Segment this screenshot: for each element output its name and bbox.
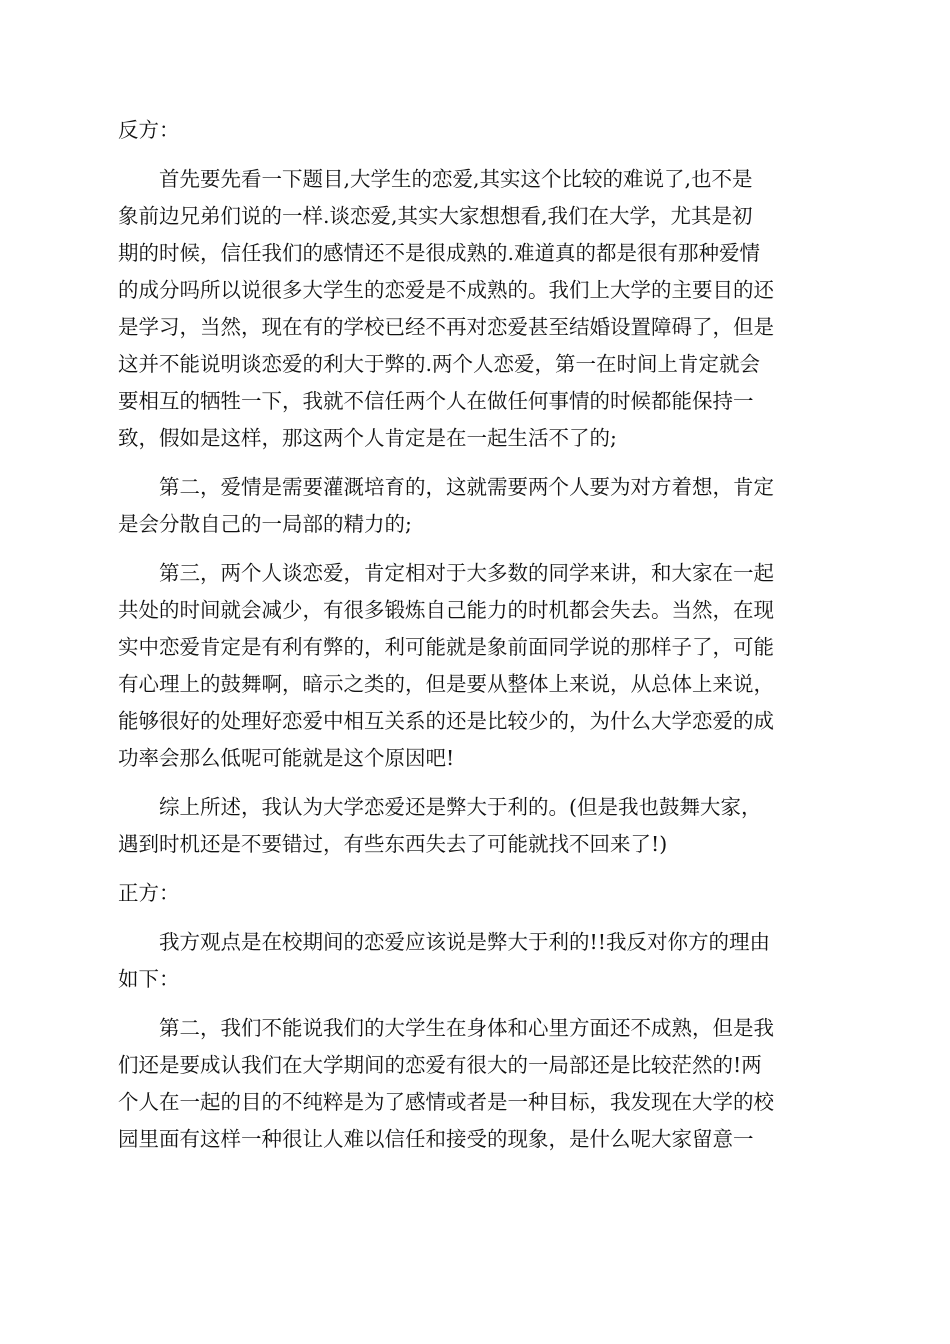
- section-heading-pro: 正方：: [118, 881, 180, 905]
- text-line: 第三，两个人谈恋爱，肯定相对于大多数的同学来讲，和大家在一起: [118, 561, 774, 585]
- paragraph: [118, 1010, 834, 1158]
- text-line: 要相互的牺牲一下，我就不信任两个人在做任何事情的时候都能保持一: [118, 389, 754, 413]
- text-line: 如下：: [118, 967, 180, 991]
- document-body: [118, 112, 834, 1170]
- paragraph: [118, 555, 834, 777]
- text-line: 致，假如是这样，那这两个人肯定是在一起生活不了的;: [118, 426, 617, 450]
- text-line: 我方观点是在校期间的恋爱应该说是弊大于利的!!我反对你方的理由: [118, 930, 770, 954]
- text-line: 第二，我们不能说我们的大学生在身体和心里方面还不成熟，但是我: [118, 1016, 774, 1040]
- text-line: 园里面有这样一种很让人难以信任和接受的现象，是什么呢大家留意一: [118, 1127, 754, 1151]
- text-line: 的成分吗所以说很多大学生的恋爱是不成熟的。我们上大学的主要目的还: [118, 278, 774, 302]
- text-line: 共处的时间就会减少，有很多锻炼自己能力的时机都会失去。当然，在现: [118, 598, 774, 622]
- text-line: 象前边兄弟们说的一样.谈恋爱,其实大家想想看,我们在大学，尤其是初: [118, 204, 753, 228]
- text-line: 是学习，当然，现在有的学校已经不再对恋爱甚至结婚设置障碍了，但是: [118, 315, 774, 339]
- text-line: 们还是要成认我们在大学期间的恋爱有很大的一局部还是比较茫然的!两: [118, 1053, 762, 1077]
- section-heading-con: 反方：: [118, 118, 180, 142]
- text-line: 第二，爱情是需要灌溉培育的，这就需要两个人要为对方着想，肯定: [118, 475, 774, 499]
- paragraph: [118, 469, 834, 543]
- text-line: 个人在一起的目的不纯粹是为了感情或者是一种目标，我发现在大学的校: [118, 1090, 774, 1114]
- text-line: 能够很好的处理好恋爱中相互关系的还是比较少的，为什么大学恋爱的成: [118, 709, 774, 733]
- paragraph: [118, 789, 834, 863]
- text-line: 期的时候，信任我们的感情还不是很成熟的.难道真的都是很有那种爱情: [118, 241, 761, 265]
- text-line: 实中恋爱肯定是有利有弊的，利可能就是象前面同学说的那样子了，可能: [118, 635, 774, 659]
- text-line: 首先要先看一下题目,大学生的恋爱,其实这个比较的难说了,也不是: [118, 167, 753, 191]
- text-line: 功率会那么低呢可能就是这个原因吧!: [118, 746, 455, 770]
- text-line: 是会分散自己的一局部的精力的;: [118, 512, 412, 536]
- paragraph: [118, 924, 834, 998]
- text-line: 这并不能说明谈恋爱的利大于弊的.两个人恋爱，第一在时间上肯定就会: [118, 352, 761, 376]
- text-line: 综上所述，我认为大学恋爱还是弊大于利的。(但是我也鼓舞大家，: [118, 795, 762, 819]
- text-line: 遇到时机还是不要错过，有些东西失去了可能就找不回来了!): [118, 832, 668, 856]
- text-line: 有心理上的鼓舞啊，暗示之类的，但是要从整体上来说，从总体上来说，: [118, 672, 774, 696]
- paragraph: [118, 161, 834, 457]
